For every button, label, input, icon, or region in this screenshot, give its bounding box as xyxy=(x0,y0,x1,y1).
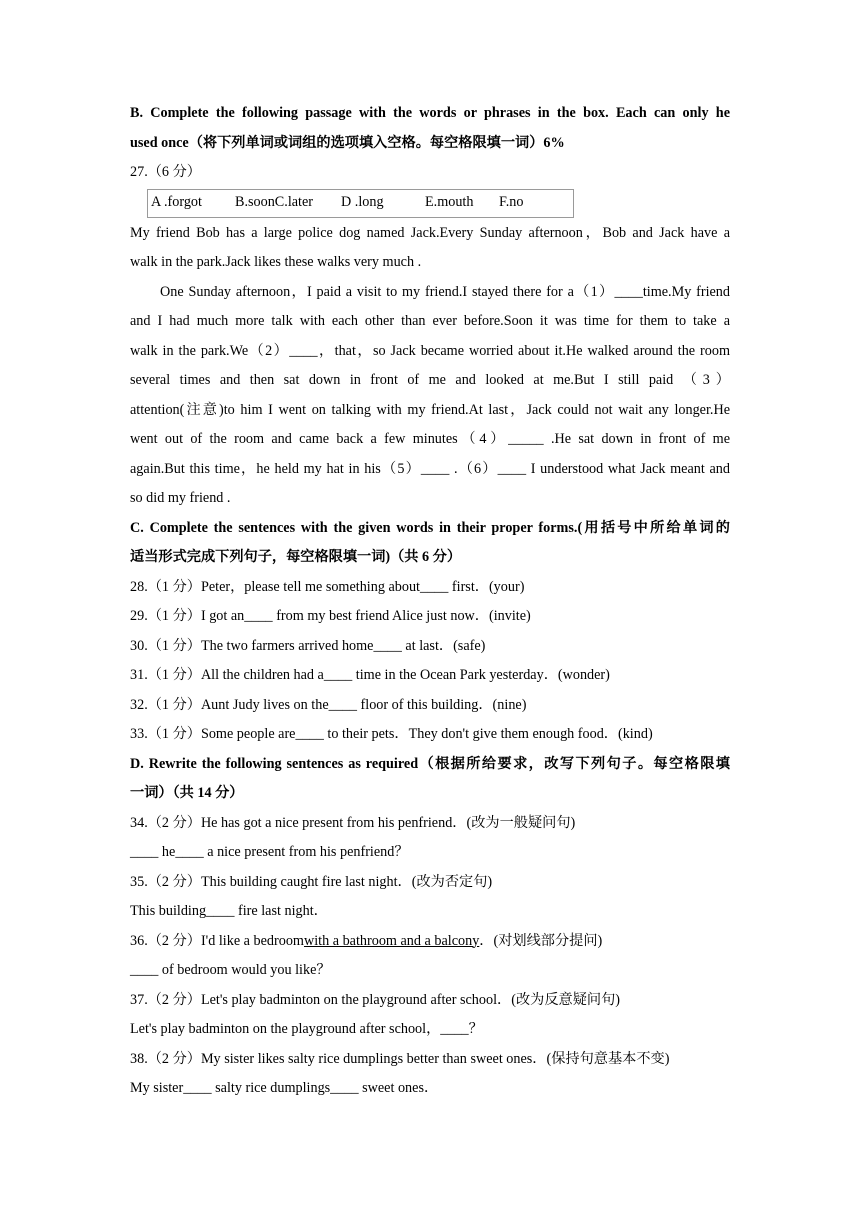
passage-line: several times and then sat down in front of me and looked at me.But I still paid （3） xyxy=(130,372,730,388)
passage-line: went out of the room and came back a few minutes（4）_____ .He sat down in front of me xyxy=(130,431,730,447)
option-a: A .forgot xyxy=(151,193,202,210)
passage-line: walk in the park.We（2）____，that，so Jack became worried about it.He walked around the room xyxy=(130,342,730,359)
question-38: 38.（2 分）My sister likes salty rice dumplings better than sweet ones．(保持句意基本不变) xyxy=(130,1050,670,1067)
section-c-heading-line1: C. Complete the sentences with the given words in their proper forms.(用括号中所给单词的 xyxy=(130,519,730,536)
question-28: 28.（1 分）Peter，please tell me something about____ first．(your) xyxy=(130,578,525,595)
section-b-heading-line2: used once（将下列单词或词组的选项填入空格。每空格限填一词）6% xyxy=(130,134,565,151)
question-37: 37.（2 分）Let's play badminton on the playground after school．(改为反意疑问句) xyxy=(130,991,620,1008)
passage-paragraph-2 xyxy=(130,278,730,514)
document-content xyxy=(130,99,730,1104)
passage-line: and I had much more talk with each other than ever before.Soon it was time for them to take a xyxy=(130,313,730,329)
section-b-heading-line1: B. Complete the following passage with the words or phrases in the box. Each can only he xyxy=(130,105,730,121)
answer-line-34: ____ he____ a nice present from his penfriend？ xyxy=(130,844,409,860)
passage-line: My friend Bob has a large police dog named Jack.Every Sunday afternoon，Bob and Jack have a xyxy=(130,224,730,241)
question-30: 30.（1 分）The two farmers arrived home____ at last．(safe) xyxy=(130,637,486,654)
question-36-underlined-phrase: with a bathroom and a balcony xyxy=(303,932,480,949)
question-31: 31.（1 分）All the children had a____ time in the Ocean Park yesterday．(wonder) xyxy=(130,667,610,683)
option-d: D .long xyxy=(341,193,384,210)
question-27-label: 27.（6 分） xyxy=(130,164,201,180)
question-29: 29.（1 分）I got an____ from my best friend Alice just now．(invite) xyxy=(130,608,531,624)
section-d-heading-line2: 一词）（共 14 分） xyxy=(130,785,244,801)
passage-paragraph-1 xyxy=(130,219,730,278)
answer-line-37: Let's play badminton on the playground after school，____？ xyxy=(130,1021,483,1037)
option-b-c: B.soonC.later xyxy=(235,193,314,210)
question-36-prefix: 36.（2 分）I'd like a bedroom xyxy=(130,932,304,949)
passage-line: One Sunday afternoon，I paid a visit to my friend.I stayed there for a（1）____time.My friend xyxy=(160,283,730,300)
question-33: 33.（1 分）Some people are____ to their pets．They don't give them enough food．(kind) xyxy=(130,726,653,742)
passage-line: again.But this time，he held my hat in his（5）____ .（6）____ I understood what Jack meant and xyxy=(130,460,730,477)
question-32: 32.（1 分）Aunt Judy lives on the____ floor of this building．(nine) xyxy=(130,696,527,713)
answer-line-38: My sister____ salty rice dumplings____ sweet ones． xyxy=(130,1080,439,1096)
answer-line-35: This building____ fire last night． xyxy=(130,903,328,919)
question-34: 34.（2 分）He has got a nice present from his penfriend．(改为一般疑问句) xyxy=(130,814,576,831)
option-f: F.no xyxy=(499,193,524,210)
word-options-box xyxy=(147,189,574,218)
question-36 xyxy=(130,927,730,957)
section-d-heading-line1: D. Rewrite the following sentences as required（根据所给要求，改写下列句子。每空格限填 xyxy=(130,755,730,772)
option-e: E.mouth xyxy=(425,193,474,210)
question-36-suffix: ．(对划线部分提问) xyxy=(479,932,603,949)
passage-line: walk in the park.Jack likes these walks very much . xyxy=(130,254,422,270)
answer-line-36: ____ of bedroom would you like？ xyxy=(130,962,331,978)
section-c-heading-line2: 适当形式完成下列句子，每空格限填一词)（共 6 分） xyxy=(130,549,462,565)
passage-line: attention(注意)to him I went on talking with my friend.At last，Jack could not wait any longer.He xyxy=(130,401,730,418)
passage-line: so did my friend . xyxy=(130,490,231,506)
question-35: 35.（2 分）This building caught fire last night．(改为否定句) xyxy=(130,873,493,890)
